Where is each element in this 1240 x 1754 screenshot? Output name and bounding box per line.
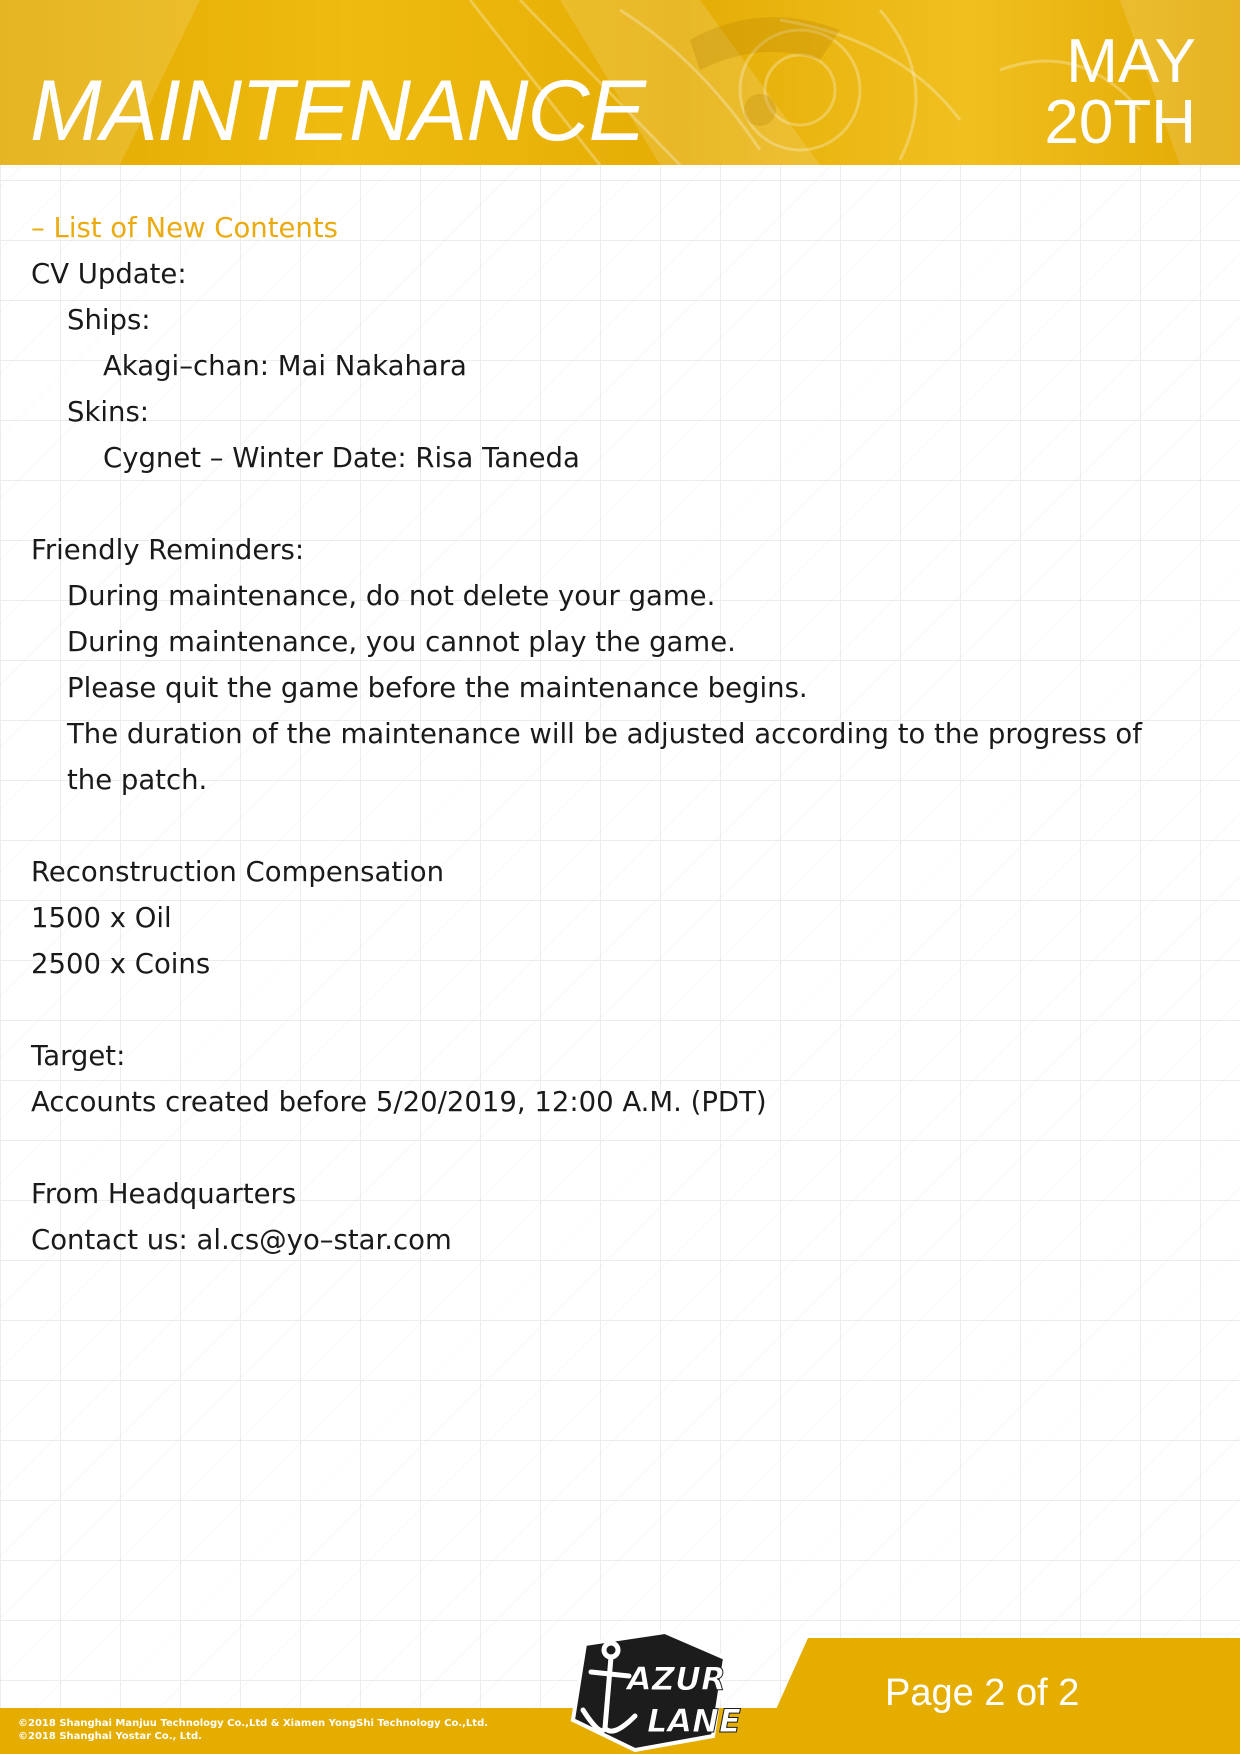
skins-label: Skins: (67, 396, 150, 428)
copyright-line: ©2018 Shanghai Manjuu Technology Co.,Ltd & Xiamen YongShi Technology Co.,Ltd. (18, 1718, 489, 1729)
date-day: 20TH (1044, 87, 1196, 157)
copyright (18, 1717, 488, 1743)
target-value: Accounts created before 5/20/2019, 12:00 A.M. (PDT) (31, 1086, 767, 1118)
page-indicator: Page 2 of 2 (885, 1672, 1080, 1714)
target-label: Target: (31, 1040, 126, 1072)
spacer (31, 987, 1211, 1033)
spacer (31, 1125, 1211, 1171)
copyright-line: ©2018 Shanghai Yostar Co., Ltd. (18, 1731, 202, 1742)
logo-text-bottom: LANE (647, 1702, 741, 1740)
reminder-item: The duration of the maintenance will be adjusted according to the progress of (67, 718, 1142, 750)
contact-line: Contact us: al.cs@yo–star.com (31, 1224, 452, 1256)
reminder-item: Please quit the game before the maintenance begins. (67, 672, 808, 704)
reminder-item: During maintenance, you cannot play the game. (67, 626, 736, 658)
reminder-item: the patch. (67, 764, 208, 796)
ships-label: Ships: (67, 304, 151, 336)
reminders-heading: Friendly Reminders: (31, 534, 305, 566)
reminder-item: During maintenance, do not delete your game. (67, 580, 716, 612)
date-stamp (1044, 27, 1196, 157)
ships-entry: Akagi–chan: Mai Nakahara (103, 350, 467, 382)
from-line: From Headquarters (31, 1178, 297, 1210)
notice-body (31, 205, 1211, 1263)
skins-entry: Cygnet – Winter Date: Risa Taneda (103, 442, 580, 474)
compensation-item: 1500 x Oil (31, 902, 172, 934)
logo-text-top: AZUR (627, 1660, 726, 1698)
page-title: MAINTENANCE (30, 63, 645, 159)
header-banner (0, 0, 1240, 165)
compensation-heading: Reconstruction Compensation (31, 856, 445, 888)
spacer (31, 481, 1211, 527)
spacer (31, 803, 1211, 849)
cv-update-heading: CV Update: (31, 258, 187, 290)
azur-lane-logo (555, 1628, 765, 1752)
section-title: – List of New Contents (31, 212, 338, 244)
date-month: MAY (1066, 27, 1196, 96)
compensation-item: 2500 x Coins (31, 948, 211, 980)
